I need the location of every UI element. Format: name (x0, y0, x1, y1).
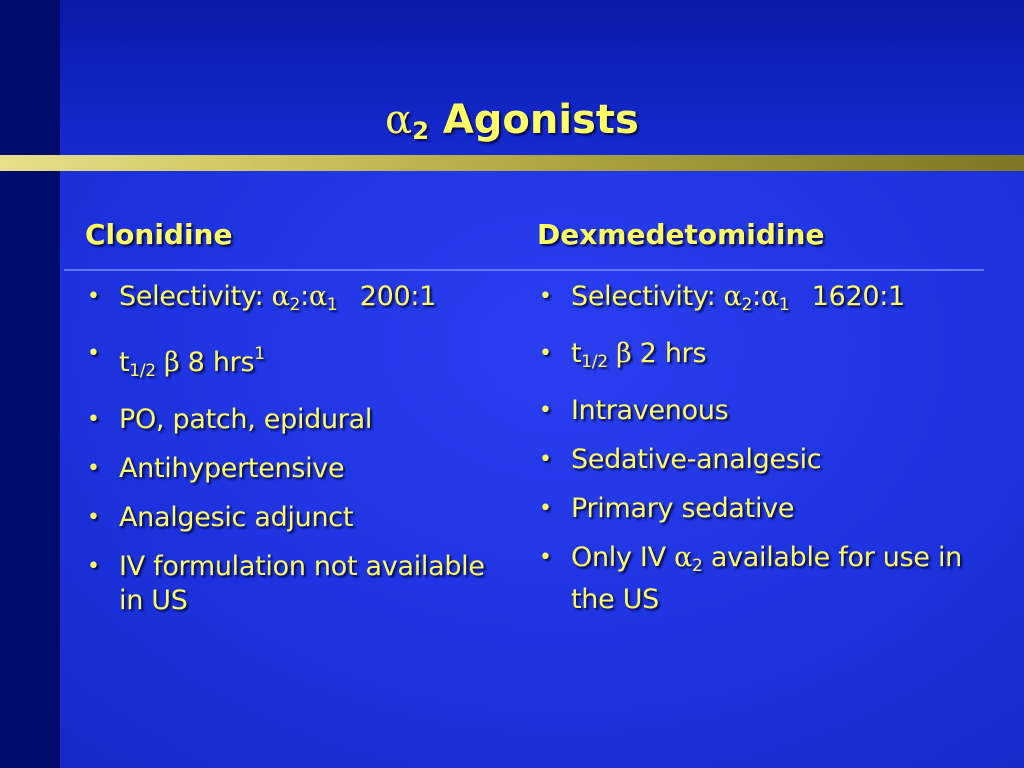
list-item (85, 550, 505, 618)
bullet-icon: • (539, 545, 552, 570)
selectivity-label: Selectivity: (571, 281, 716, 312)
alpha-subscript: 1 (778, 295, 790, 315)
half-life-label: t (119, 347, 130, 378)
gold-divider-bar (0, 155, 1024, 171)
list-item-half-life (537, 337, 997, 379)
column-heading-dexmedetomidine: Dexmedetomidine (537, 218, 825, 251)
title-text: Agonists (442, 97, 639, 143)
dexmedetomidine-list (537, 280, 997, 632)
list-item-text: Intravenous (571, 395, 729, 426)
clonidine-list (85, 280, 505, 633)
half-life-label: t (571, 338, 582, 369)
alpha-subscript: 1 (326, 295, 338, 315)
title-alpha-symbol: α (385, 97, 413, 143)
alpha-subscript: 2 (741, 295, 753, 315)
list-item-text: Sedative-analgesic (571, 444, 822, 475)
list-item-prefix: Only IV (571, 542, 666, 573)
bullet-icon: • (539, 341, 552, 366)
list-item (85, 452, 505, 486)
ratio-colon: : (300, 281, 309, 312)
half-life-value: 8 hrs (187, 347, 255, 378)
list-item-text: Antihypertensive (119, 453, 345, 484)
alpha-symbol: α (723, 281, 742, 312)
bullet-icon: • (87, 284, 100, 309)
heading-divider-line (64, 269, 984, 271)
title-subscript: 2 (412, 117, 429, 145)
column-heading-clonidine: Clonidine (85, 218, 233, 251)
bullet-icon: • (87, 407, 100, 432)
alpha-symbol: α (760, 281, 779, 312)
half-life-subscript: 1/2 (581, 352, 608, 372)
bullet-icon: • (539, 496, 552, 521)
list-item-half-life (85, 337, 505, 388)
list-item (537, 394, 997, 428)
ratio-colon: : (752, 281, 761, 312)
alpha-symbol: α (271, 281, 290, 312)
list-item (537, 443, 997, 477)
bullet-icon: • (87, 554, 100, 579)
list-item-text: IV formulation not available in US (119, 551, 485, 616)
list-item-selectivity (537, 280, 997, 322)
selectivity-label: Selectivity: (119, 281, 264, 312)
list-item-text: Primary sedative (571, 493, 795, 524)
beta-symbol: β (616, 338, 632, 369)
slide-title (60, 90, 964, 150)
selectivity-value: 1620:1 (811, 281, 905, 312)
list-item (85, 501, 505, 535)
selectivity-value: 200:1 (359, 281, 437, 312)
alpha-symbol: α (674, 542, 692, 573)
alpha-subscript: 2 (692, 556, 703, 576)
list-item-selectivity (85, 280, 505, 322)
bullet-icon: • (87, 456, 100, 481)
list-item (537, 492, 997, 526)
beta-symbol: β (164, 347, 180, 378)
alpha-subscript: 2 (289, 295, 301, 315)
list-item-text: PO, patch, epidural (119, 404, 373, 435)
bullet-icon: • (87, 505, 100, 530)
bullet-icon: • (539, 398, 552, 423)
half-life-value: 2 hrs (639, 338, 707, 369)
list-item (85, 403, 505, 437)
bullet-icon: • (87, 341, 100, 366)
footnote-superscript: 1 (254, 344, 265, 364)
bullet-icon: • (539, 447, 552, 472)
alpha-symbol: α (308, 281, 327, 312)
bullet-icon: • (539, 284, 552, 309)
left-accent-band (0, 0, 60, 768)
list-item (537, 541, 997, 617)
list-item-text: Analgesic adjunct (119, 502, 354, 533)
list-item-suffix: available for use in the US (571, 542, 962, 615)
half-life-subscript: 1/2 (129, 361, 156, 381)
